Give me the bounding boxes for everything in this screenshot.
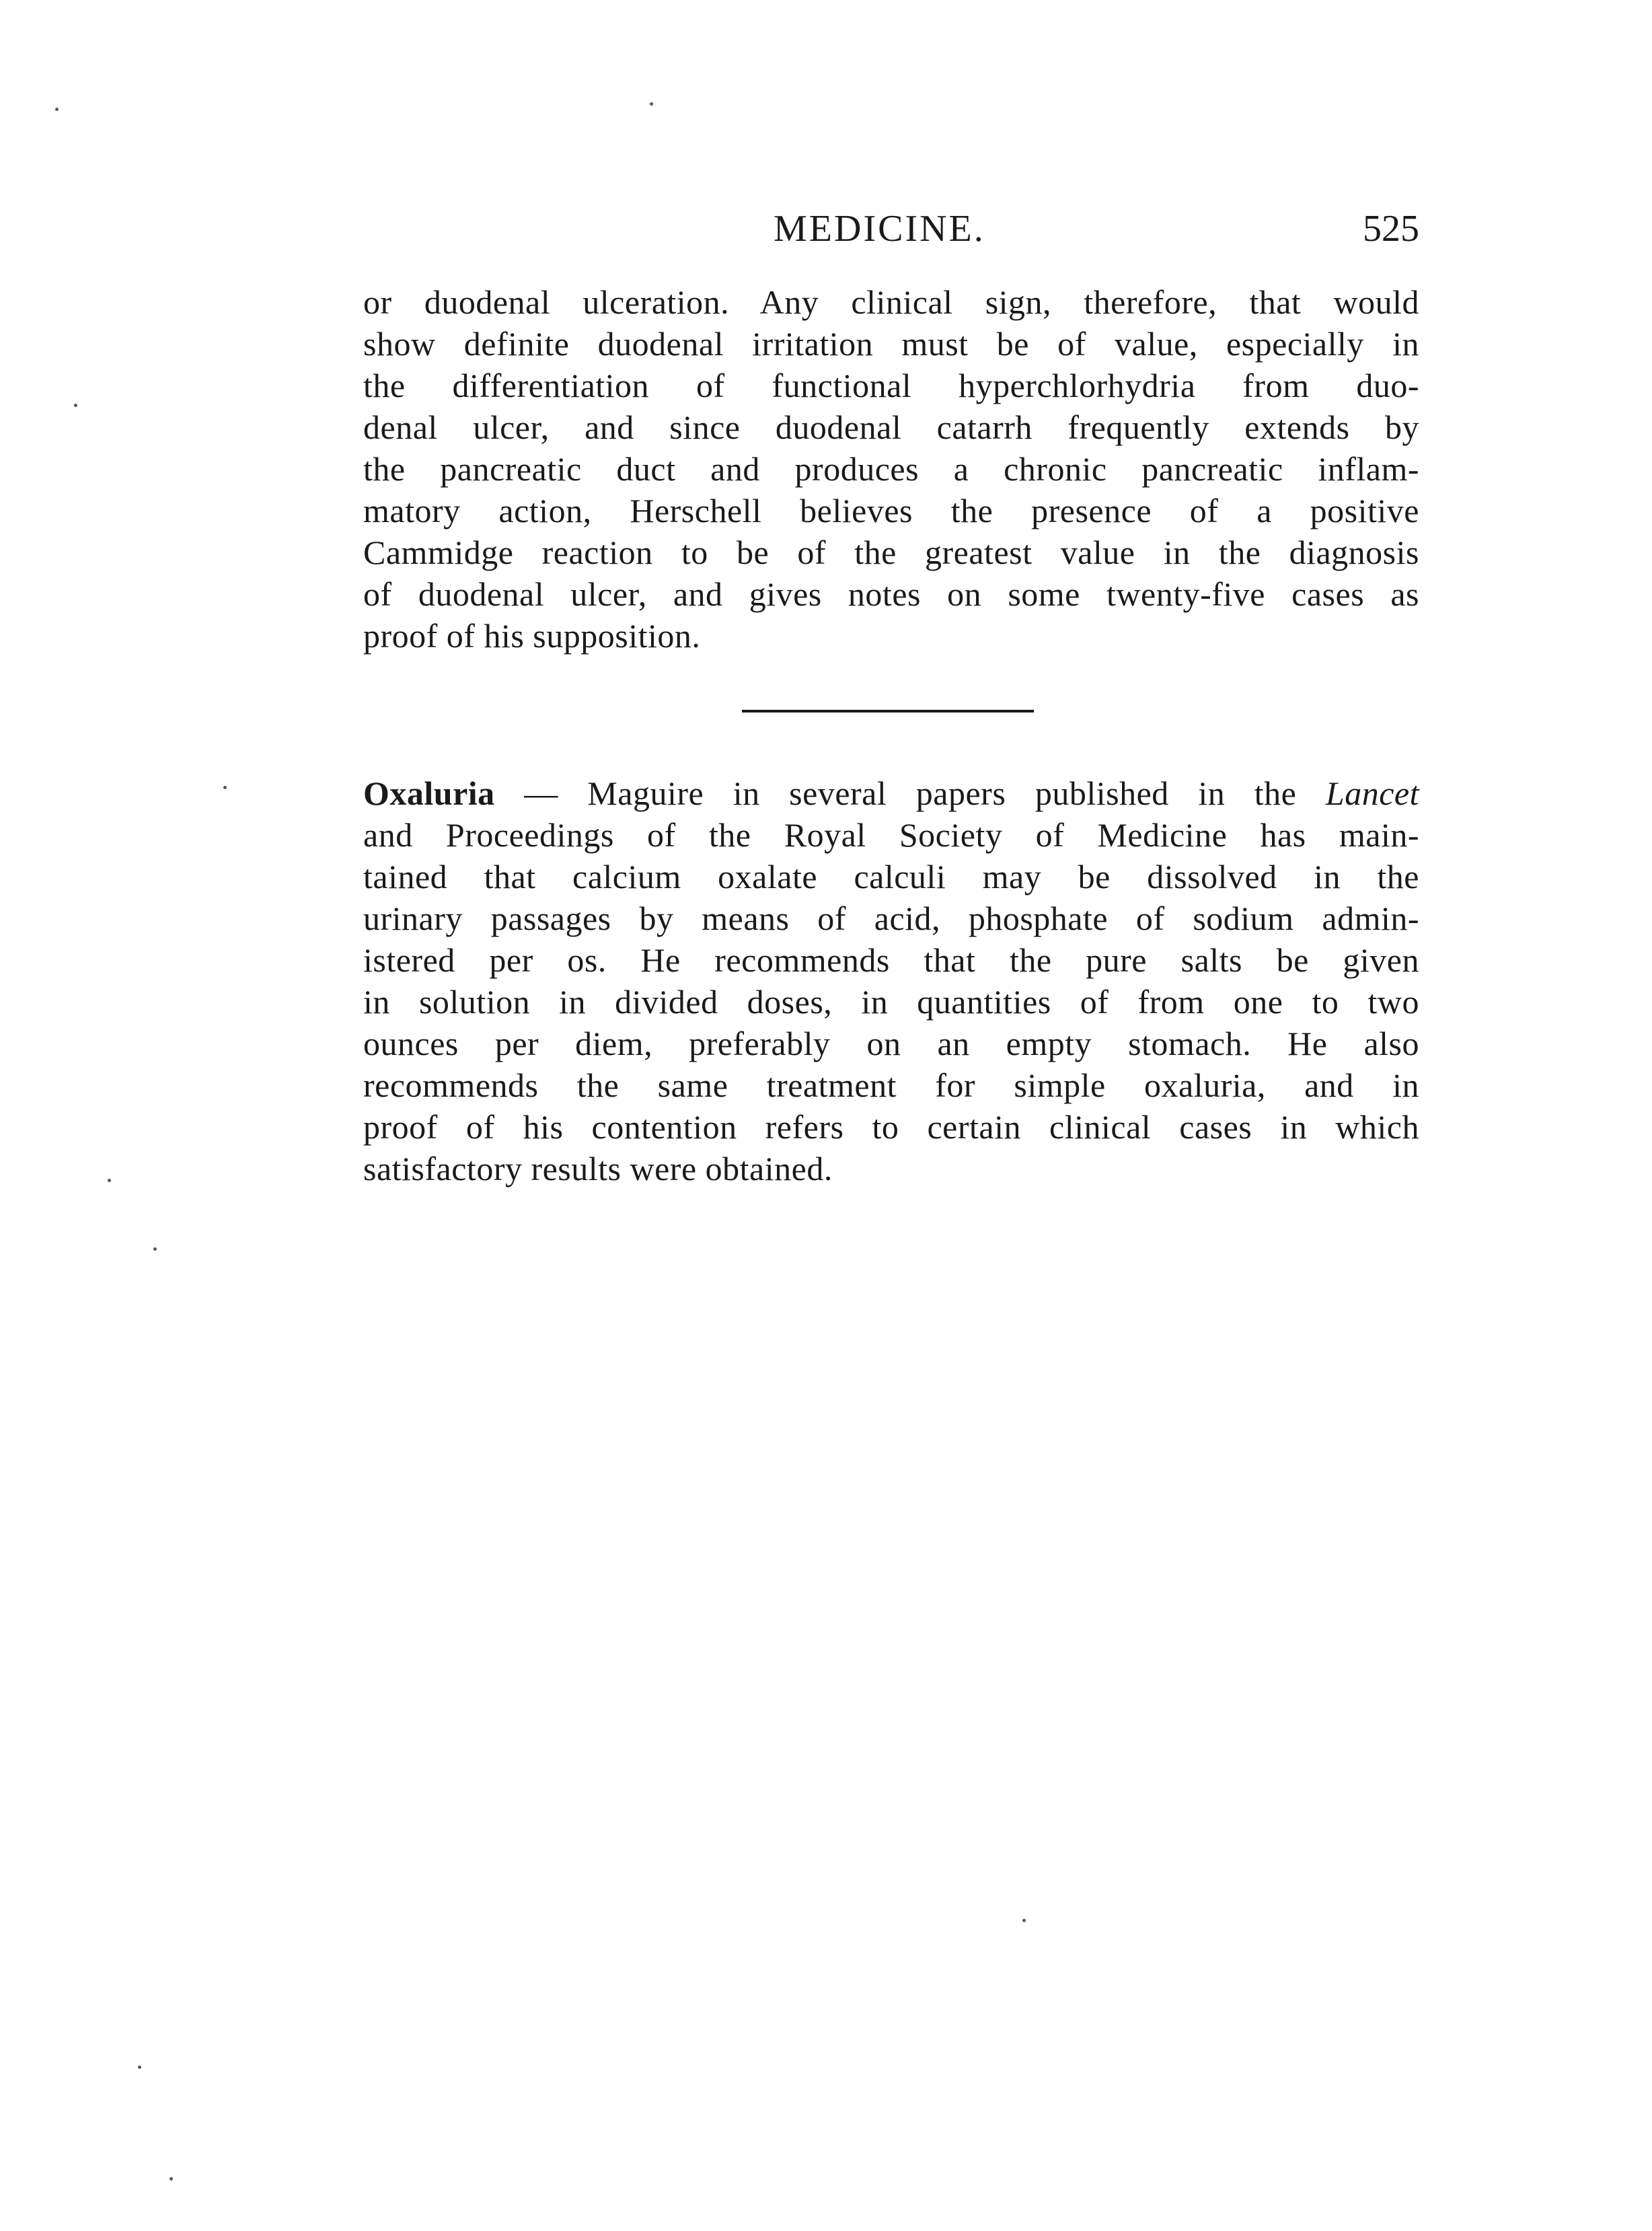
text-line: urinary passages by means of acid, phosphate of sodium admin-: [363, 900, 1419, 937]
text-line: proof of his contention refers to certain clinical cases in which: [363, 1108, 1419, 1146]
scan-speck: [55, 108, 59, 111]
text-line: proof of his supposition.: [363, 617, 701, 655]
heading-continuation: — Maguire in several papers published in the: [494, 774, 1326, 812]
text-line: the differentiation of functional hyperchlorhydria from duo-: [363, 367, 1419, 404]
text-line: satisfactory results were obtained.: [363, 1150, 833, 1187]
scan-speck: [153, 1247, 157, 1251]
scan-speck: [170, 2177, 173, 2181]
paragraph-duodenal-ulcer: [363, 281, 1419, 657]
text-line: show definite duodenal irritation must be of value, especially in: [363, 325, 1419, 363]
scan-speck: [74, 404, 77, 407]
scan-speck: [108, 1179, 111, 1182]
section-divider: [742, 710, 1034, 712]
text-line: denal ulcer, and since duodenal catarrh frequently extends by: [363, 408, 1419, 446]
text-line: recommends the same treatment for simple oxaluria, and in: [363, 1066, 1419, 1104]
journal-title: Lancet: [1325, 774, 1419, 812]
text-line: ounces per diem, preferably on an empty stomach. He also: [363, 1025, 1419, 1062]
text-line: tained that calcium oxalate calculi may be dissolved in the: [363, 858, 1419, 895]
scan-speck: [138, 2065, 141, 2069]
text-line: or duodenal ulceration. Any clinical sign, therefore, that would: [363, 283, 1419, 321]
text-line: matory action, Herschell believes the presence of a positive: [363, 492, 1419, 529]
running-title: MEDICINE.: [774, 208, 985, 250]
text-line: Cammidge reaction to be of the greatest value in the diagnosis: [363, 534, 1419, 571]
section-heading: Oxaluria: [363, 774, 495, 812]
page-number: 525: [1363, 208, 1419, 250]
text-line-first: [363, 772, 1419, 814]
text-line: istered per os. He recommends that the pure salts be given: [363, 941, 1419, 979]
text-line: of duodenal ulcer, and gives notes on some twenty-five cases as: [363, 575, 1419, 613]
paragraph-oxaluria: [363, 772, 1419, 1190]
text-line: in solution in divided doses, in quantities of from one to two: [363, 983, 1419, 1021]
scan-speck: [1022, 1919, 1026, 1922]
scan-speck: [650, 102, 653, 106]
scan-speck: [223, 786, 227, 789]
text-line: and Proceedings of the Royal Society of Medicine has main-: [363, 816, 1419, 854]
text-line: the pancreatic duct and produces a chronic pancreatic inflam-: [363, 450, 1419, 488]
running-head: [363, 202, 1419, 256]
